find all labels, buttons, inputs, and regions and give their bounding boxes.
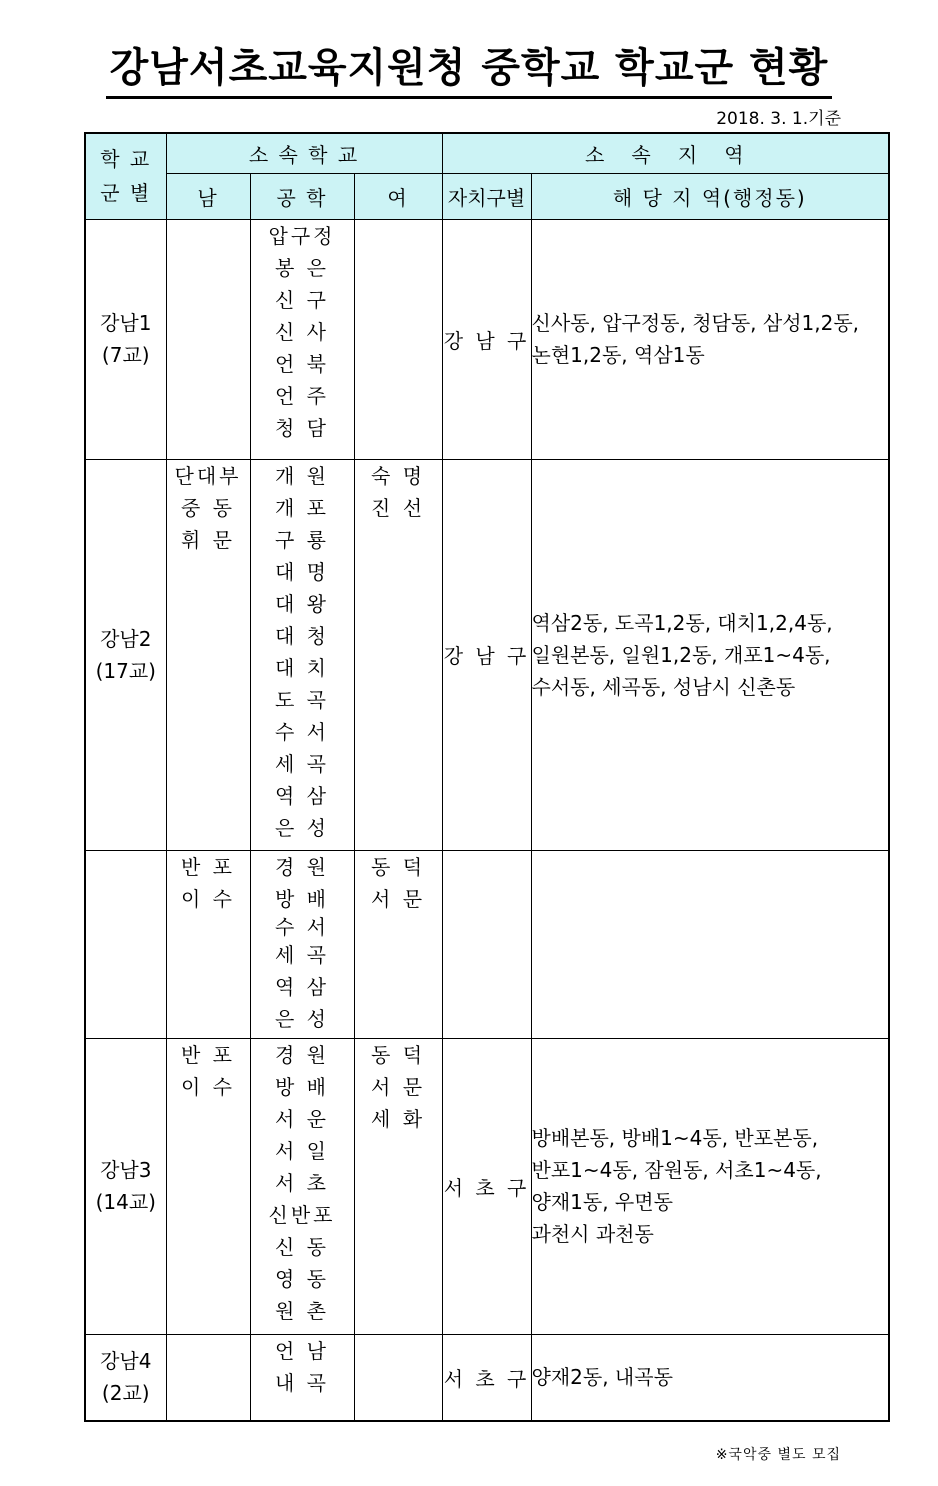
page-title-text: 강남서초교육지원청 중학교 학교군 현황 bbox=[106, 36, 833, 99]
school-name: 신 동 bbox=[275, 1234, 329, 1259]
school-name: 신반포 bbox=[268, 1202, 336, 1227]
school-name: 대 치 bbox=[275, 655, 329, 680]
school-name: 영 동 bbox=[275, 1266, 329, 1291]
school-name: 언 주 bbox=[275, 383, 329, 408]
header-male: 남 bbox=[166, 173, 250, 219]
group-line: (2교) bbox=[101, 1381, 150, 1406]
school-name: 서 문 bbox=[371, 1074, 426, 1099]
male-schools-cell bbox=[166, 1038, 250, 1334]
header-group-line: 군 별 bbox=[100, 181, 152, 206]
school-name: 개 포 bbox=[275, 495, 329, 520]
female-schools-cell bbox=[354, 1038, 442, 1334]
school-name: 구 룡 bbox=[275, 527, 329, 552]
school-name: 방 배 bbox=[275, 1074, 329, 1099]
group-cell bbox=[85, 219, 166, 459]
table-row bbox=[85, 459, 889, 850]
school-name: 서 문 bbox=[371, 886, 426, 911]
district-cell bbox=[442, 850, 531, 1038]
group-line: (17교) bbox=[95, 658, 156, 683]
area-cell bbox=[531, 459, 889, 850]
school-name: 청 담 bbox=[275, 415, 329, 440]
school-name: 대 청 bbox=[275, 623, 329, 648]
group-line: (14교) bbox=[95, 1190, 156, 1214]
school-name: 내 곡 bbox=[275, 1370, 329, 1395]
female-schools-cell bbox=[354, 1334, 442, 1421]
base-date: 2018. 3. 1.기준 bbox=[716, 109, 841, 129]
school-name: 경 원 bbox=[275, 1042, 329, 1067]
table-row bbox=[85, 850, 889, 1038]
school-name: 언 북 bbox=[275, 351, 329, 376]
area-line: 반포1~4동, 잠원동, 서초1~4동, bbox=[531, 1158, 822, 1182]
school-name: 봉 은 bbox=[275, 255, 329, 280]
header-coed: 공 학 bbox=[250, 173, 354, 219]
group-line: 강남4 bbox=[100, 1349, 152, 1374]
school-name: 진 선 bbox=[371, 495, 426, 520]
school-name: 대 명 bbox=[275, 559, 329, 584]
school-name: 서 일 bbox=[275, 1138, 329, 1163]
school-name: 원 촌 bbox=[275, 1298, 329, 1323]
coed-schools-cell bbox=[250, 459, 354, 850]
area-line: 신사동, 압구정동, 청담동, 삼성1,2동, bbox=[531, 311, 859, 335]
school-name: 경 원 bbox=[275, 854, 329, 879]
group-cell bbox=[85, 459, 166, 850]
header-row-1 bbox=[85, 133, 889, 173]
school-name: 반 포 bbox=[181, 854, 235, 879]
school-name: 방 배 bbox=[275, 886, 329, 911]
group-line: 강남1 bbox=[100, 311, 152, 335]
area-line: 일원본동, 일원1,2동, 개포1~4동, bbox=[531, 642, 831, 667]
school-name: 수 서 bbox=[275, 914, 329, 939]
header-row-2 bbox=[85, 173, 889, 219]
school-name: 은 성 bbox=[275, 815, 329, 840]
school-name: 대 왕 bbox=[275, 591, 329, 616]
footnote: ※국악중 별도 모집 bbox=[715, 1447, 841, 1463]
area-line: 방배본동, 방배1~4동, 반포본동, bbox=[531, 1126, 819, 1150]
table-row bbox=[85, 1334, 889, 1421]
school-name: 중 동 bbox=[181, 495, 235, 520]
school-name: 은 성 bbox=[275, 1006, 329, 1031]
male-schools-cell bbox=[166, 850, 250, 1038]
school-name: 수 서 bbox=[275, 719, 329, 744]
area-line: 수서동, 세곡동, 성남시 신촌동 bbox=[531, 674, 796, 699]
school-name: 세 곡 bbox=[275, 942, 329, 967]
school-name: 신 구 bbox=[275, 287, 329, 312]
table-row bbox=[85, 219, 889, 459]
district-cell: 강 남 구 bbox=[442, 219, 531, 459]
area-line: 양재2동, 내곡동 bbox=[531, 1365, 673, 1390]
header-region: 소 속 지 역 bbox=[442, 133, 889, 173]
coed-schools-cell bbox=[250, 850, 354, 1038]
school-name: 서 초 bbox=[275, 1170, 329, 1195]
school-name: 반 포 bbox=[181, 1042, 235, 1067]
header-group bbox=[85, 133, 166, 219]
male-schools-cell bbox=[166, 459, 250, 850]
group-line: (7교) bbox=[101, 343, 150, 367]
school-name: 동 덕 bbox=[371, 854, 426, 879]
district-cell: 서 초 구 bbox=[442, 1334, 531, 1421]
group-line: 강남2 bbox=[100, 626, 152, 651]
area-line: 과천시 과천동 bbox=[531, 1222, 654, 1246]
area-cell bbox=[531, 1038, 889, 1334]
area-cell bbox=[531, 219, 889, 459]
school-name: 역 삼 bbox=[275, 783, 329, 808]
coed-schools-cell bbox=[250, 219, 354, 459]
header-district: 자치구별 bbox=[442, 173, 531, 219]
male-schools-cell bbox=[166, 1334, 250, 1421]
school-name: 숙 명 bbox=[371, 463, 426, 488]
group-line: 강남3 bbox=[100, 1158, 152, 1182]
header-female: 여 bbox=[354, 173, 442, 219]
school-name: 역 삼 bbox=[275, 974, 329, 999]
school-name: 신 사 bbox=[275, 319, 329, 344]
school-name: 세 곡 bbox=[275, 751, 329, 776]
female-schools-cell bbox=[354, 219, 442, 459]
school-name: 세 화 bbox=[371, 1106, 426, 1131]
school-name: 이 수 bbox=[181, 1074, 235, 1099]
school-name: 개 원 bbox=[275, 463, 329, 488]
male-schools-cell bbox=[166, 219, 250, 459]
female-schools-cell bbox=[354, 850, 442, 1038]
area-cell bbox=[531, 1334, 889, 1421]
table-row bbox=[85, 1038, 889, 1334]
group-cell bbox=[85, 1334, 166, 1421]
district-cell: 서 초 구 bbox=[442, 1038, 531, 1334]
header-group-line: 학 교 bbox=[100, 147, 152, 172]
area-cell bbox=[531, 850, 889, 1038]
female-schools-cell bbox=[354, 459, 442, 850]
school-name: 언 남 bbox=[275, 1338, 329, 1363]
school-name: 동 덕 bbox=[371, 1042, 426, 1067]
area-line: 양재1동, 우면동 bbox=[531, 1190, 673, 1214]
group-cell bbox=[85, 850, 166, 1038]
school-group-table bbox=[84, 132, 890, 1422]
page-title bbox=[0, 36, 938, 99]
header-area: 해 당 지 역(행정동) bbox=[531, 173, 889, 219]
group-cell bbox=[85, 1038, 166, 1334]
school-name: 서 운 bbox=[275, 1106, 329, 1131]
school-name: 도 곡 bbox=[275, 687, 329, 712]
header-schools: 소 속 학 교 bbox=[166, 133, 442, 173]
area-line: 역삼2동, 도곡1,2동, 대치1,2,4동, bbox=[531, 610, 833, 635]
district-cell: 강 남 구 bbox=[442, 459, 531, 850]
area-line: 논현1,2동, 역삼1동 bbox=[531, 343, 705, 367]
school-name: 압구정 bbox=[268, 223, 336, 248]
coed-schools-cell bbox=[250, 1038, 354, 1334]
school-name: 단대부 bbox=[174, 463, 242, 488]
coed-schools-cell bbox=[250, 1334, 354, 1421]
school-name: 휘 문 bbox=[181, 527, 235, 552]
school-name: 이 수 bbox=[181, 886, 235, 911]
